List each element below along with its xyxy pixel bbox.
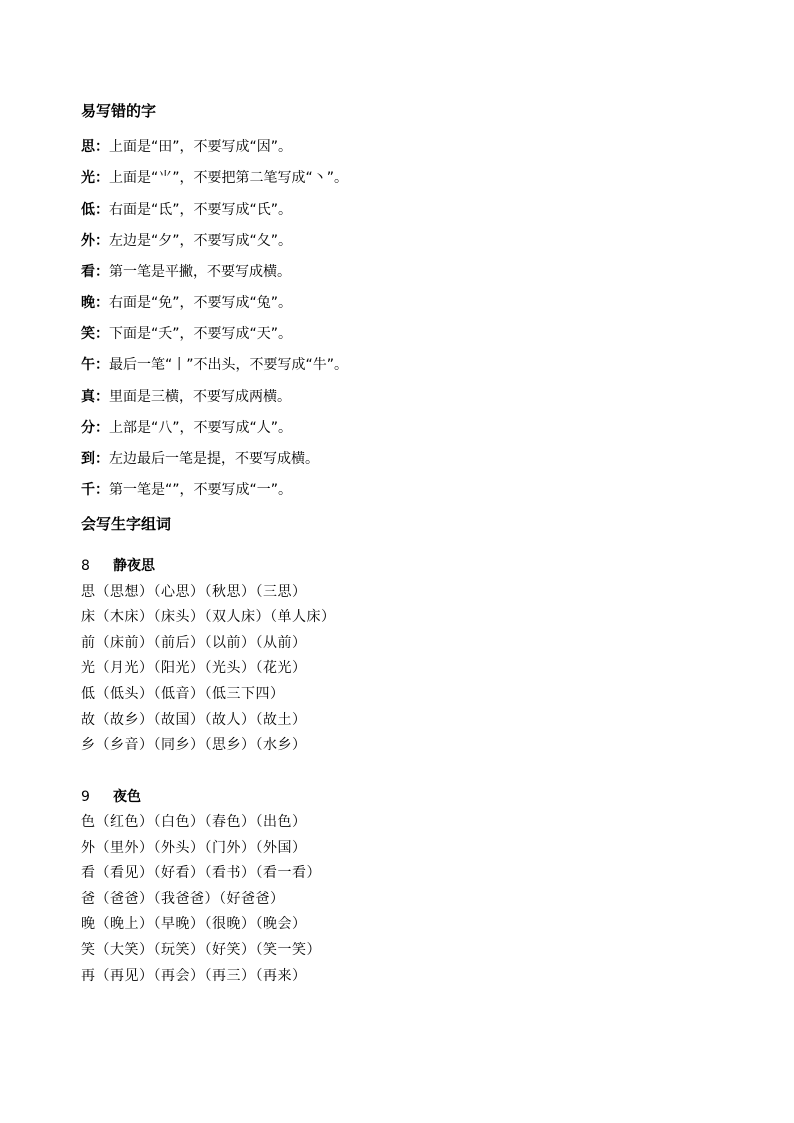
word-row: 低（低头）（低音）（低三下四） xyxy=(81,686,285,702)
rule-char: 看 xyxy=(81,264,95,280)
word-row: 爸（爸爸）（我爸爸）（好爸爸） xyxy=(81,891,285,907)
word-row: 外（里外）（外头）（门外）（外国） xyxy=(81,840,307,856)
lesson-title: 夜色 xyxy=(113,789,141,805)
rule-sep: ： xyxy=(95,264,109,280)
rule-char: 真 xyxy=(81,389,95,405)
word-row: 色（红色）（白色）（春色）（出色） xyxy=(81,814,307,830)
rule-sep: ： xyxy=(95,326,109,342)
lesson-number: 8 xyxy=(81,558,90,574)
lesson-number: 9 xyxy=(81,789,90,805)
rule-line xyxy=(81,355,348,375)
section-title-word-groups: 会写生字组词 xyxy=(81,515,172,533)
rule-text: 左边最后一笔是提，不要写成横。 xyxy=(109,451,319,467)
word-row: 故（故乡）（故国）（故人）（故土） xyxy=(81,712,307,728)
rule-sep: ： xyxy=(95,233,109,249)
rule-sep: ： xyxy=(95,295,109,311)
rule-text: 右面是“氐”，不要写成“氏”。 xyxy=(109,202,293,218)
rule-char: 外 xyxy=(81,233,95,249)
rule-char: 千 xyxy=(81,482,95,498)
rule-line xyxy=(81,418,292,438)
word-row: 看（看见）（好看）（看书）（看一看） xyxy=(81,865,321,881)
lesson-heading xyxy=(81,556,155,576)
word-row: 晚（晚上）（早晚）（很晚）（晚会） xyxy=(81,916,307,932)
word-row: 思（思想）（心思）（秋思）（三思） xyxy=(81,584,307,600)
rule-sep: ： xyxy=(95,420,109,436)
rule-sep: ： xyxy=(95,170,109,186)
rule-sep: ： xyxy=(95,139,109,155)
rule-char: 低 xyxy=(81,202,95,218)
word-row: 乡（乡音）（同乡）（思乡）（水乡） xyxy=(81,737,307,753)
section-title-common-mistakes: 易写错的字 xyxy=(81,102,157,120)
word-row: 光（月光）（阳光）（光头）（花光） xyxy=(81,660,307,676)
rule-line xyxy=(81,168,348,188)
rule-text: 右面是“免”，不要写成“兔”。 xyxy=(109,295,293,311)
rule-line xyxy=(81,137,292,157)
rule-sep: ： xyxy=(95,451,109,467)
rule-text: 左边是“夕”，不要写成“夂”。 xyxy=(109,233,293,249)
rule-text: 第一笔是“”，不要写成“一”。 xyxy=(109,482,293,498)
rule-char: 光 xyxy=(81,170,95,186)
rule-text: 下面是“夭”，不要写成“天”。 xyxy=(109,326,293,342)
lesson-heading xyxy=(81,787,141,807)
rule-char: 到 xyxy=(81,451,95,467)
rule-char: 午 xyxy=(81,357,95,373)
rule-text: 上面是“田”，不要写成“因”。 xyxy=(109,139,293,155)
lesson-title: 静夜思 xyxy=(113,558,155,574)
rule-line xyxy=(81,449,319,469)
rule-text: 上面是“⺌”，不要把第二笔写成“丶”。 xyxy=(109,170,349,186)
rule-line xyxy=(81,293,292,313)
word-row: 床（木床）（床头）（双人床）（单人床） xyxy=(81,609,336,625)
rule-line xyxy=(81,480,292,500)
rule-char: 笑 xyxy=(81,326,95,342)
rule-sep: ： xyxy=(95,482,109,498)
rule-sep: ： xyxy=(95,202,109,218)
word-row: 笑（大笑）（玩笑）（好笑）（笑一笑） xyxy=(81,942,321,958)
rule-line xyxy=(81,262,291,282)
word-row: 再（再见）（再会）（再三）（再来） xyxy=(81,968,307,984)
rule-line xyxy=(81,231,292,251)
word-row: 前（床前）（前后）（以前）（从前） xyxy=(81,635,307,651)
rule-char: 晚 xyxy=(81,295,95,311)
rule-text: 里面是三横，不要写成两横。 xyxy=(109,389,291,405)
rule-text: 最后一笔“丨”不出头，不要写成“牛”。 xyxy=(109,357,349,373)
rule-text: 上部是“八”，不要写成“人”。 xyxy=(109,420,293,436)
rule-line xyxy=(81,387,291,407)
rule-line xyxy=(81,324,292,344)
rule-line xyxy=(81,200,292,220)
rule-sep: ： xyxy=(95,357,109,373)
rule-char: 思 xyxy=(81,139,95,155)
rule-text: 第一笔是平撇，不要写成横。 xyxy=(109,264,291,280)
rule-sep: ： xyxy=(95,389,109,405)
rule-char: 分 xyxy=(81,420,95,436)
